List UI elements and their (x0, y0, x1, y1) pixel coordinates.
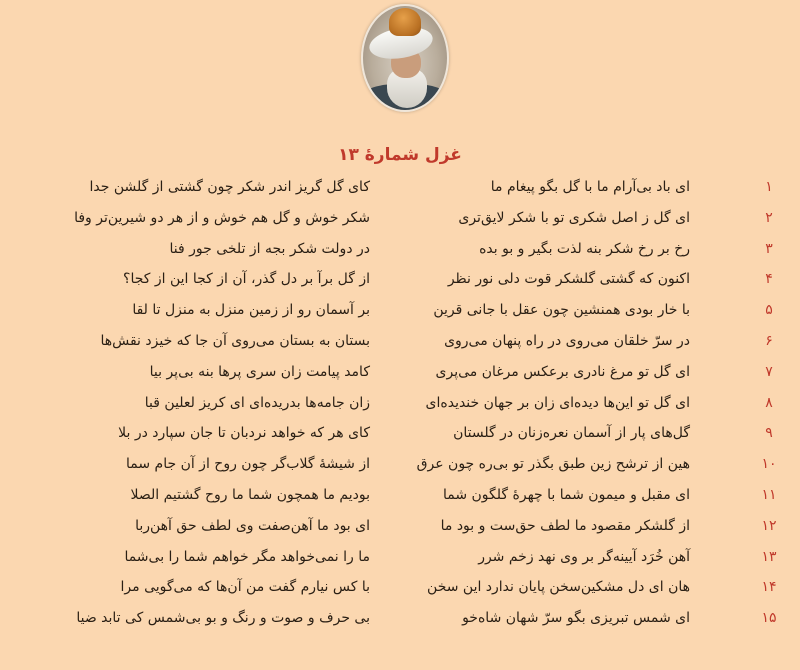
verse-row (0, 173, 800, 204)
verse-row (0, 450, 800, 481)
verse-second-hemistich: در دولت شکر بجه از تلخی جور فنا (169, 240, 370, 257)
verse-second-hemistich: ما را نمی‌خواهد مگر خواهم شما را بی‌شما (124, 548, 370, 565)
verse-first-hemistich: از گلشکر مقصود ما لطف حق‌ست و بود ما (440, 517, 690, 534)
verse-second-hemistich: شکر خوش و گل هم خوش و از هر دو شیرین‌تر وفا (74, 209, 370, 226)
verse-second-hemistich: بر آسمان رو از زمین منزل به منزل تا لقا (132, 302, 370, 319)
verse-row (0, 204, 800, 235)
verse-row (0, 296, 800, 327)
verse-number: ۸ (765, 394, 773, 411)
verse-number: ۱۱ (761, 486, 777, 503)
verse-second-hemistich: بودیم ما همچون شما ما روح گشتیم الصلا (130, 486, 370, 503)
verse-row (0, 573, 800, 604)
verse-first-hemistich: آهن خُرَد آیینه‌گر بر وی نهد زخم شرر (478, 548, 690, 565)
verse-number: ۱۴ (761, 579, 777, 596)
verse-number: ۱۲ (761, 517, 777, 534)
verse-first-hemistich: هان ای دل مشکین‌سخن پایان ندارد این سخن (427, 579, 690, 596)
verse-second-hemistich: زان جامه‌ها بدریده‌ای ای کریز لعلین قبا (144, 394, 370, 411)
verse-number: ۱۵ (761, 610, 777, 627)
verse-number: ۴ (765, 271, 773, 288)
verse-second-hemistich: از شیشهٔ گلاب‌گر چون روح از آن جام سما (125, 456, 370, 473)
poet-portrait-image (361, 4, 449, 112)
verse-second-hemistich: کای گل گریز اندر شکر چون گشتی از گلشن جدا (89, 179, 370, 195)
verse-second-hemistich: از گل برآ بر دل گذر، آن از کجا این از کجا؟ (123, 271, 370, 288)
verse-number: ۶ (765, 332, 773, 349)
verse-row (0, 358, 800, 389)
verse-number: ۱۰ (761, 456, 777, 473)
verse-second-hemistich: کامد پیامت زان سری پرها بنه بی‌پر بیا (149, 363, 370, 380)
verse-second-hemistich: با کس نیارم گفت من آن‌ها که می‌گویی مرا (120, 579, 370, 596)
verse-first-hemistich: ای شمس تبریزی بگو سرّ شهان شاه‌خو (462, 610, 690, 627)
verse-row (0, 481, 800, 512)
verse-row (0, 419, 800, 450)
verse-first-hemistich: در سرّ خلقان می‌روی در راه پنهان می‌روی (444, 332, 690, 349)
poem-title: غزل شمارهٔ ۱۳ (338, 145, 462, 165)
verse-first-hemistich: ای باد بی‌آرام ما با گل بگو پیغام ما (490, 179, 690, 195)
verse-first-hemistich: ای گل تو این‌ها دیده‌ای زان بر جهان خندیده‌ای (425, 394, 690, 411)
verse-list (0, 173, 800, 635)
verse-first-hemistich: ای گل تو مرغ نادری برعکس مرغان می‌پری (435, 363, 690, 380)
verse-first-hemistich: ای گل ز اصل شکری تو با شکر لایق‌تری (458, 209, 690, 226)
verse-number: ۱ (765, 179, 773, 195)
verse-first-hemistich: ای مقبل و میمون شما با چهرهٔ گلگون شما (442, 486, 690, 503)
verse-second-hemistich: ای بود ما آهن‌صفت وی لطف حق آهن‌ربا (135, 517, 370, 534)
verse-row (0, 389, 800, 420)
verse-second-hemistich: بی حرف و صوت و رنگ و بو بی‌شمس کی تابد ضیا (76, 610, 370, 627)
verse-first-hemistich: رخ بر رخ شکر بنه لذت بگیر و بو بده (479, 240, 690, 257)
verse-number: ۹ (765, 425, 773, 442)
verse-number: ۷ (765, 363, 773, 380)
verse-row (0, 604, 800, 635)
verse-first-hemistich: هین از ترشح زین طبق بگذر تو بی‌ره چون عرق (416, 456, 690, 473)
verse-first-hemistich: با خار بودی همنشین چون عقل با جانی قرین (433, 302, 690, 319)
verse-row (0, 327, 800, 358)
verse-number: ۳ (765, 240, 773, 257)
verse-first-hemistich: گل‌های پار از آسمان نعره‌زنان در گلستان (453, 425, 690, 442)
verse-second-hemistich: کای هر که خواهد نردبان تا جان سپارد در بلا (118, 425, 370, 442)
verse-number: ۱۳ (761, 548, 777, 565)
verse-row (0, 512, 800, 543)
verse-number: ۲ (765, 209, 773, 226)
verse-row (0, 265, 800, 296)
verse-number: ۵ (765, 302, 773, 319)
verse-row (0, 235, 800, 266)
verse-row (0, 543, 800, 574)
verse-second-hemistich: بستان به بستان می‌روی آن جا که خیزد نقش‌ها (100, 332, 370, 349)
verse-first-hemistich: اکنون که گشتی گلشکر قوت دلی نور نظر (447, 271, 690, 288)
